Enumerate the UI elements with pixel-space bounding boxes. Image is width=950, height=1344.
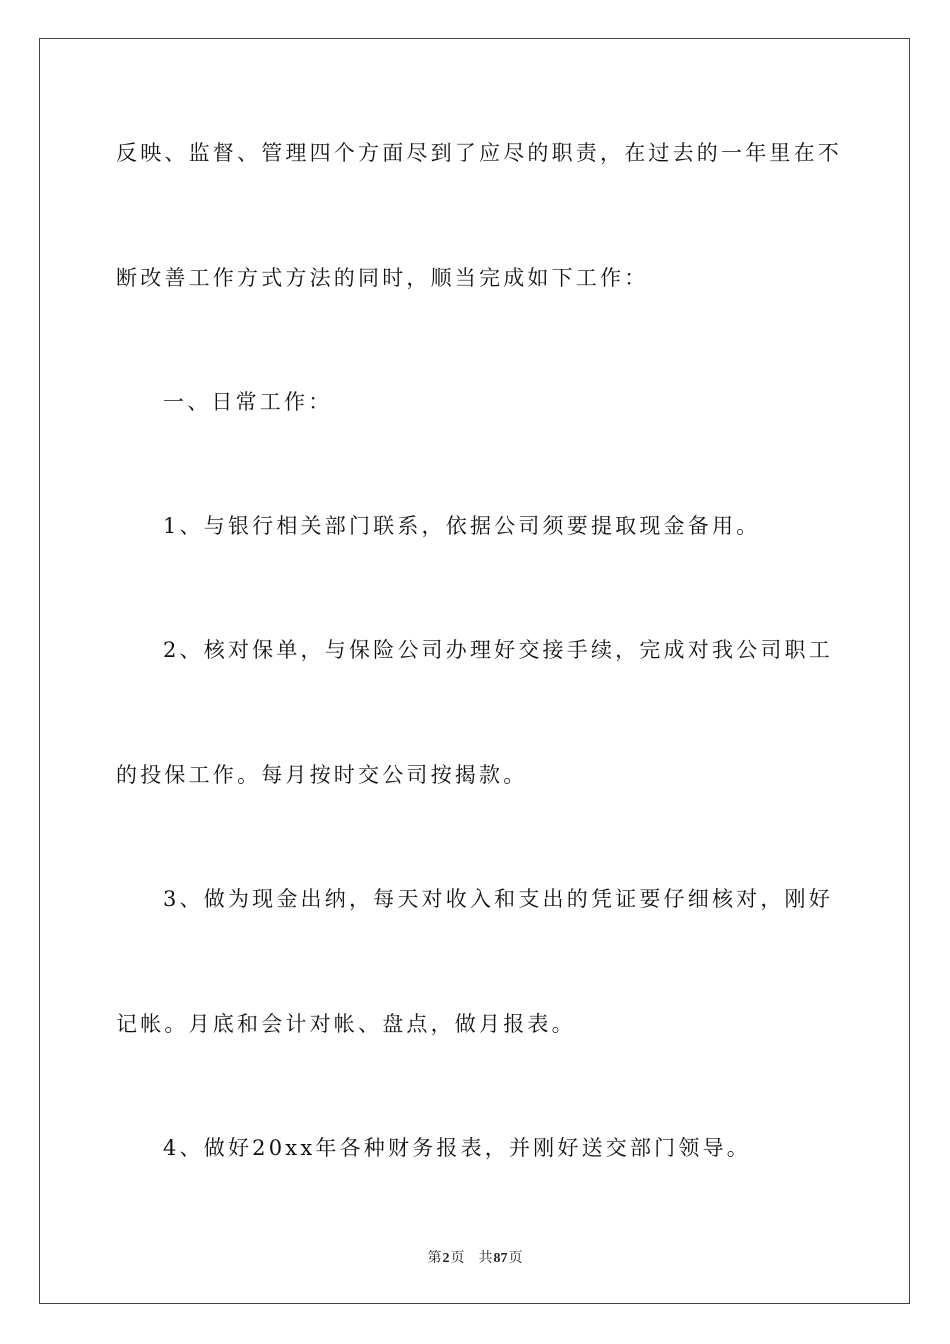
paragraph-line: 的投保工作。每月按时交公司按揭款。	[116, 763, 528, 787]
page-frame	[39, 38, 910, 1304]
paragraph-line: 断改善工作方式方法的同时，顺当完成如下工作：	[116, 266, 649, 290]
section-heading: 一、日常工作：	[163, 390, 333, 414]
current-page-number: 2	[442, 1251, 450, 1266]
paragraph-line: 1、与银行相关部门联系，依据公司须要提取现金备用。	[163, 514, 761, 538]
paragraph-line: 反映、监督、管理四个方面尽到了应尽的职责，在过去的一年里在不	[116, 141, 842, 165]
page-unit: 页	[450, 1251, 465, 1266]
paragraph-line: 2、核对保单，与保险公司办理好交接手续，完成对我公司职工	[163, 638, 833, 662]
page-footer	[0, 1247, 950, 1267]
total-page-count: 87	[493, 1251, 508, 1266]
paragraph-line: 3、做为现金出纳，每天对收入和支出的凭证要仔细核对，刚好	[163, 887, 833, 911]
total-prefix: 共	[478, 1251, 493, 1266]
page-prefix: 第	[427, 1251, 442, 1266]
total-unit: 页	[508, 1251, 523, 1266]
paragraph-line: 记帐。月底和会计对帐、盘点，做月报表。	[116, 1012, 576, 1036]
paragraph-line: 4、做好20xx年各种财务报表，并刚好送交部门领导。	[163, 1136, 751, 1160]
